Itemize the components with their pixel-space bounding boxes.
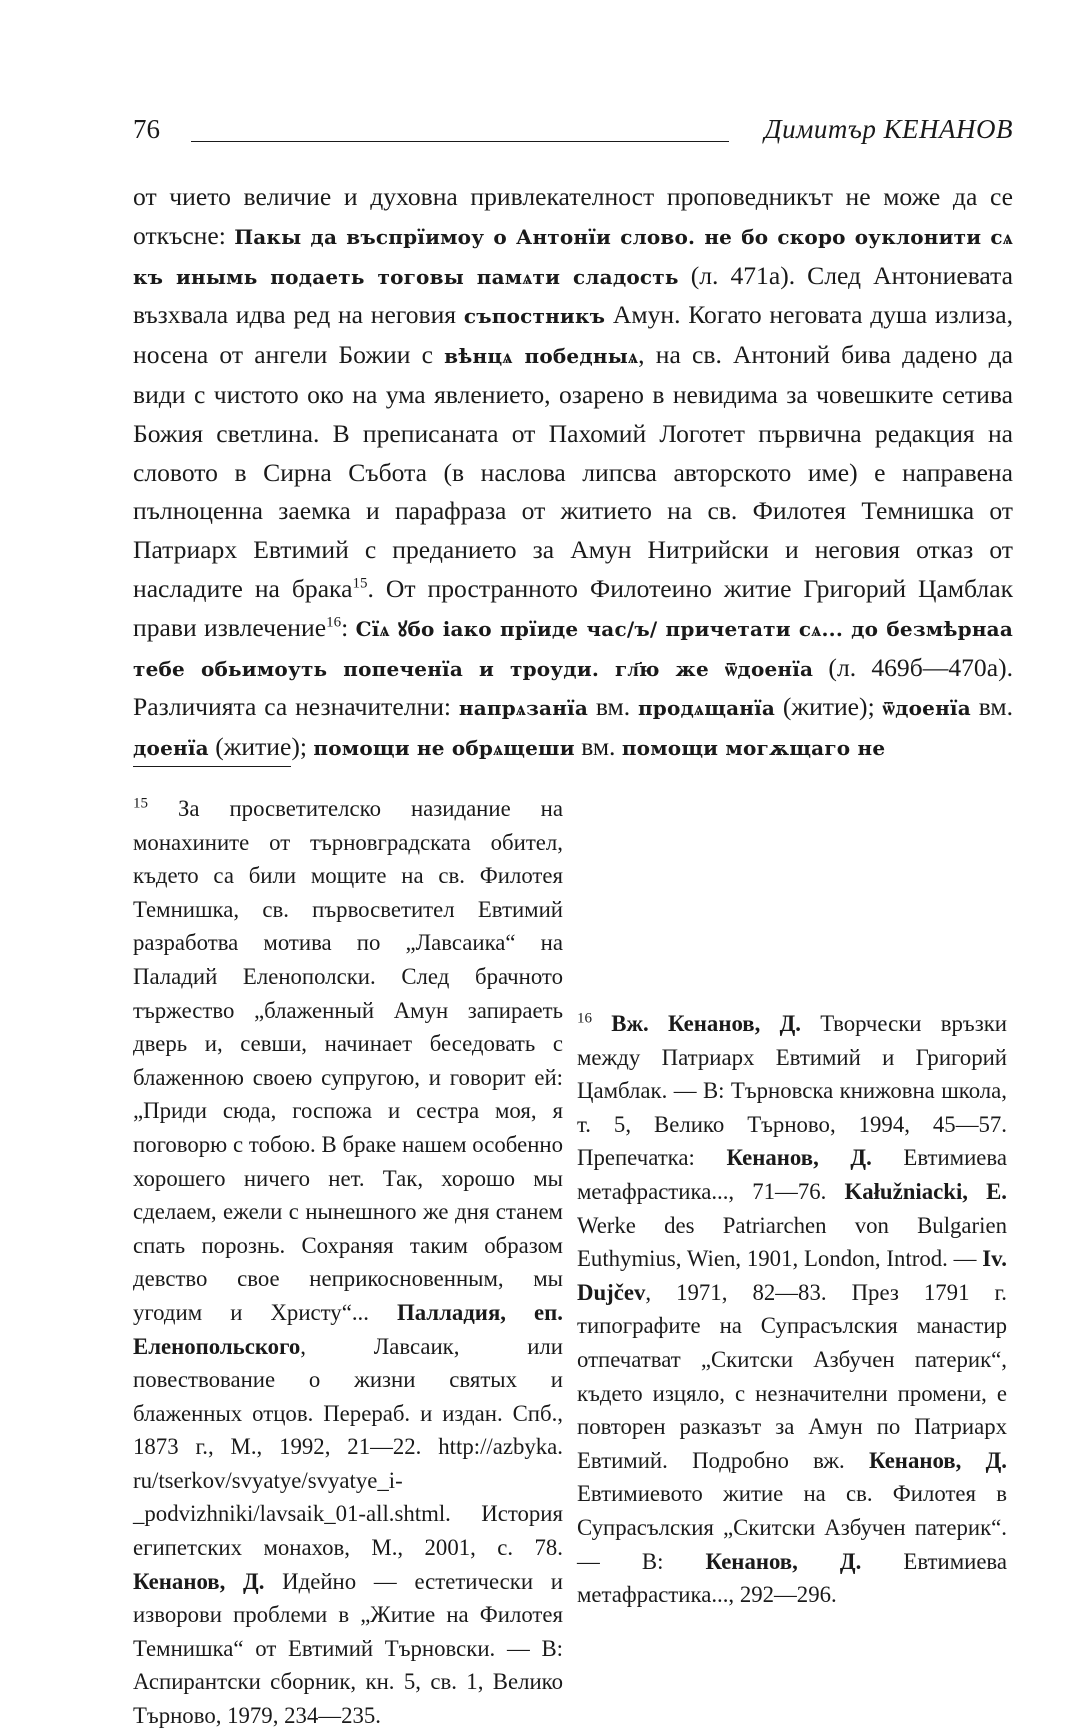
running-head: Димитър КЕНАНОВ: [764, 114, 1013, 144]
footnote-author: Kałužniacki, E.: [844, 1178, 1008, 1204]
text-run: от чието величие и духовна привлекателност проповедникът не може да се откъсне:: [133, 182, 1013, 250]
footnote-text: Творчески връзки между Патриарх Евтимий и Григорий Цамблак. — В: Търновска книжовна школа, т. 5, Велико Търново, 1994, 45—57. Препечатка:: [577, 1011, 1007, 1171]
footnote-author: Палладия, еп. Еленопольского: [133, 1299, 563, 1359]
header-rule: [191, 141, 729, 142]
church-slavonic-word: съпостникъ: [463, 304, 606, 329]
footnote-text: Евтимиева метафрастика..., 71—76.: [577, 1145, 1008, 1204]
church-slavonic-word: ѿдоенїа: [882, 696, 971, 721]
page-header: [133, 114, 1013, 154]
footnote-text: Евтимиевото житие на св. Филотея в Супрасълския „Скитски Азбучен патерик“. — В:: [577, 1481, 1007, 1574]
footnote-text: Евтимиева метафрастика..., 292—296.: [577, 1548, 1008, 1608]
text-run: вм.: [588, 692, 638, 722]
text-run: вм.: [574, 732, 622, 762]
footnote-author: Кенанов, Д.: [726, 1145, 872, 1171]
footnote-number: 15: [133, 795, 148, 812]
footnote-text: , Лавсаик, или повествование о жизни святых и блаженных отцов. Перераб. и издан. Спб., 1873 г., М., 1992, 21—22. http://azbyka. ru/tserkov/svyatye/svyatye_i-_podvizhniki/lavsaik_01-all.shtml. История египетских монахов, М., 2001, с. 78.: [133, 1333, 563, 1561]
church-slavonic-word: помощи могѫщаго не: [621, 736, 886, 761]
text-run: вм.: [970, 692, 1013, 722]
footnote-author: Кенанов, Д.: [705, 1548, 862, 1574]
footnote-number: 16: [577, 1010, 592, 1027]
main-text: [133, 178, 1013, 768]
text-run: . От пространното Филотеино житие Григорий Цамблак прави извлечение: [133, 573, 1014, 642]
footnote-text: За просветителско назидание на монахините от търновградската обител, където са били мощите на св. Филотея Темнишка, св. първосветител Евтимий разработва мотива по „Лавсаика“ на Паладий Еленополски. След брачното тържество „блаженный Амун запираеть дверь и, севши, начинает беседовать с блаженною своею супругою, и говорит ей: „Приди сюда, госпожа и сестра моя, я поговорю с тобою. В браке нашем особенно хорошего ничего нет. Так, хорошо мы сделаем, ежели с нынешного же дня станем спать порознь. Сохраняя таким образом девство свое неприкосновенным, мы угодим и Христу“...: [133, 796, 563, 1325]
church-slavonic-word: помощи не обрѧщеши: [313, 736, 575, 761]
footnote-16: [577, 1007, 1007, 1612]
footnote-author: Iv. Dujčev: [577, 1246, 1007, 1305]
church-slavonic-quote: Сїѧ ꙋбо іако прїиде час/ъ/ причетати сѧ... до безмѣрнаа тебе обьимоуть попеченїа и троуди. гл҃ю же ѿдоенїа: [133, 616, 1013, 681]
footnote-text: Werke des Patriarchen von Bulgarien Euthymius, Wien, 1901, London, Introd. —: [577, 1212, 1007, 1272]
church-slavonic-quote: Пакы да въспрїимоу о Антонїи слово. не бо скоро оуклонити сѧ къ инымь подаеть тоговы памѧти сладость: [133, 224, 1013, 289]
footnote-rule: [133, 766, 291, 767]
text-run: (житие);: [208, 732, 314, 762]
text-run: (л. 469б—470а). Различията са незначителни:: [133, 652, 1014, 722]
footnote-ref-15[interactable]: 15: [352, 575, 368, 592]
footnote-15: [133, 792, 563, 1733]
text-run: Амун. Когато неговата душа излиза, носена от ангели Божии с: [133, 300, 1013, 370]
text-run: :: [341, 612, 356, 642]
footnote-text: Идейно — естетически и изворови проблеми в „Житие на Филотея Темнишка“ от Евтимий Търновски. — В: Аспирантски сборник, кн. 5, св. 1, Велико Търново, 1979, 234—235.: [133, 1568, 563, 1729]
footnote-ref-16[interactable]: 16: [326, 614, 342, 631]
church-slavonic-word: доенїа: [133, 736, 209, 761]
page-number: 76: [133, 114, 160, 144]
church-slavonic-word: продѧщанїа: [637, 696, 776, 721]
footnote-author: Кенанов, Д.: [133, 1568, 265, 1594]
church-slavonic-word: напрѧзанїа: [458, 696, 588, 721]
text-run: (л. 471а). След Антониевата възхвала идва ред на неговия: [133, 260, 1013, 330]
footnote-author: Кенанов, Д.: [869, 1447, 1007, 1473]
footnote-text: , 1971, 82—83. През 1791 г. типографите на Супрасълския манастир отпечатват „Скитски Азбучен патерик“, където изцяло, с незначителни промени, е повторен разказът за Амун по Патриарх Евтимий. Подробно вж.: [577, 1279, 1007, 1473]
footnote-author: Вж. Кенанов, Д.: [592, 1011, 801, 1036]
church-slavonic-word: вѣнцѧ победныѧ: [444, 344, 639, 369]
text-run: , на св. Антоний бива дадено да види с чистото око на ума явлението, озарено в невидима за човешките сетива Божия светлина. В преписаната от Пахомий Логотет първична редакция на словото в Сирна Събота (в наслова липсва авторското име) е направена пълноценна заемка и парафраза от житието на св. Филотея Темнишка от Патриарх Евтимий с преданието за Амун Нитрийски и неговия отказ от насладите на брака: [133, 340, 1013, 603]
text-run: (житие);: [775, 692, 883, 722]
